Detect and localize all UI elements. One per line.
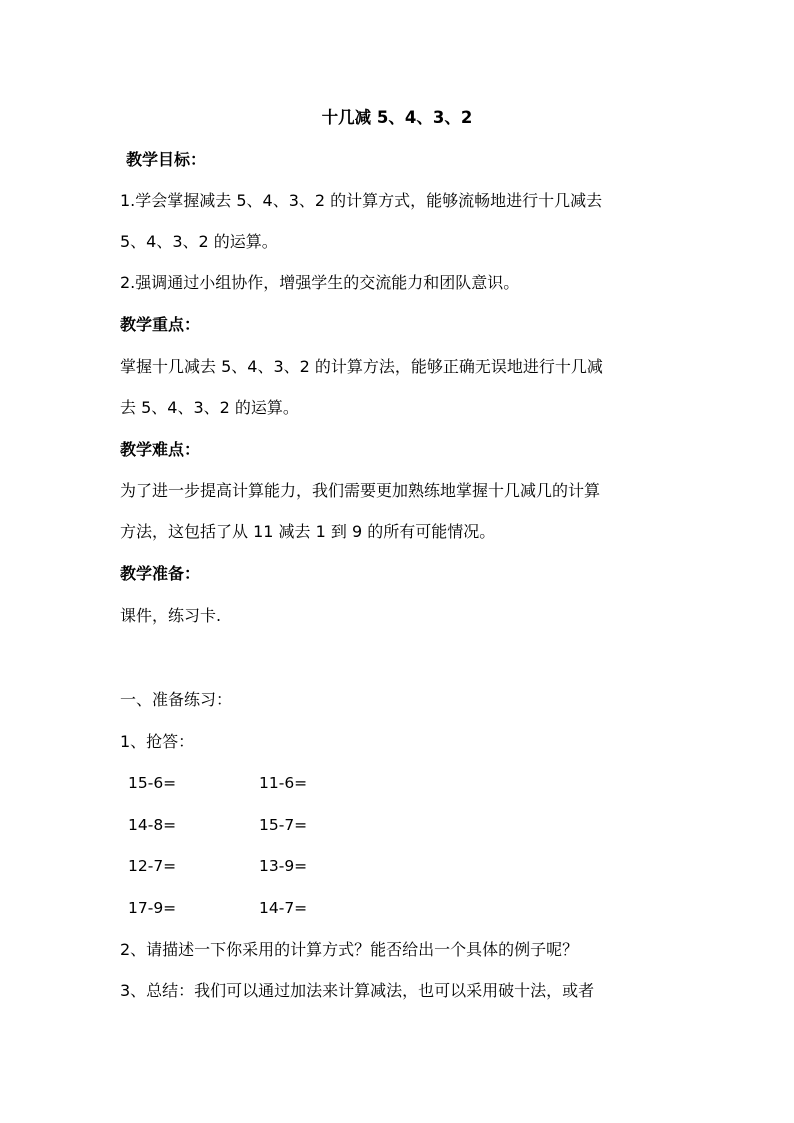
equation: 15-7= — [259, 816, 308, 834]
equation: 13-9= — [259, 857, 308, 875]
goals-item2: 2.强调通过小组协作，增强学生的交流能力和团队意识。 — [120, 273, 520, 292]
equation: 14-7= — [259, 899, 308, 917]
quick-answer-label: 1、抢答： — [120, 732, 195, 751]
question-3: 3、总结：我们可以通过加法来计算减法，也可以采用破十法，或者 — [120, 981, 595, 1000]
goals-item1-line2: 5、4、3、2 的运算。 — [120, 232, 278, 251]
difficulties-line1: 为了进一步提高计算能力，我们需要更加熟练地掌握十几减几的计算 — [120, 481, 601, 500]
equation: 12-7= — [128, 857, 177, 875]
difficulties-heading: 教学难点： — [120, 440, 201, 459]
question-2: 2、请描述一下你采用的计算方式？能否给出一个具体的例子呢？ — [120, 940, 579, 959]
goals-heading: 教学目标： — [126, 150, 207, 169]
equation: 14-8= — [128, 816, 177, 834]
goals-item1-line1: 1.学会掌握减去 5、4、3、2 的计算方式，能够流畅地进行十几减去 — [120, 191, 603, 210]
preparation-heading: 教学准备： — [120, 564, 201, 583]
key-points-line2: 去 5、4、3、2 的运算。 — [120, 398, 299, 417]
equation: 15-6= — [128, 774, 177, 792]
practice-heading: 一、准备练习： — [120, 690, 233, 709]
document-title: 十几减 5、4、3、2 — [321, 108, 473, 127]
equation: 17-9= — [128, 899, 177, 917]
preparation-text: 课件，练习卡. — [120, 606, 222, 625]
difficulties-line2: 方法，这包括了从 11 减去 1 到 9 的所有可能情况。 — [120, 522, 496, 541]
key-points-heading: 教学重点： — [120, 315, 201, 334]
equation: 11-6= — [259, 774, 308, 792]
key-points-line1: 掌握十几减去 5、4、3、2 的计算方法，能够正确无误地进行十几减 — [120, 357, 603, 376]
